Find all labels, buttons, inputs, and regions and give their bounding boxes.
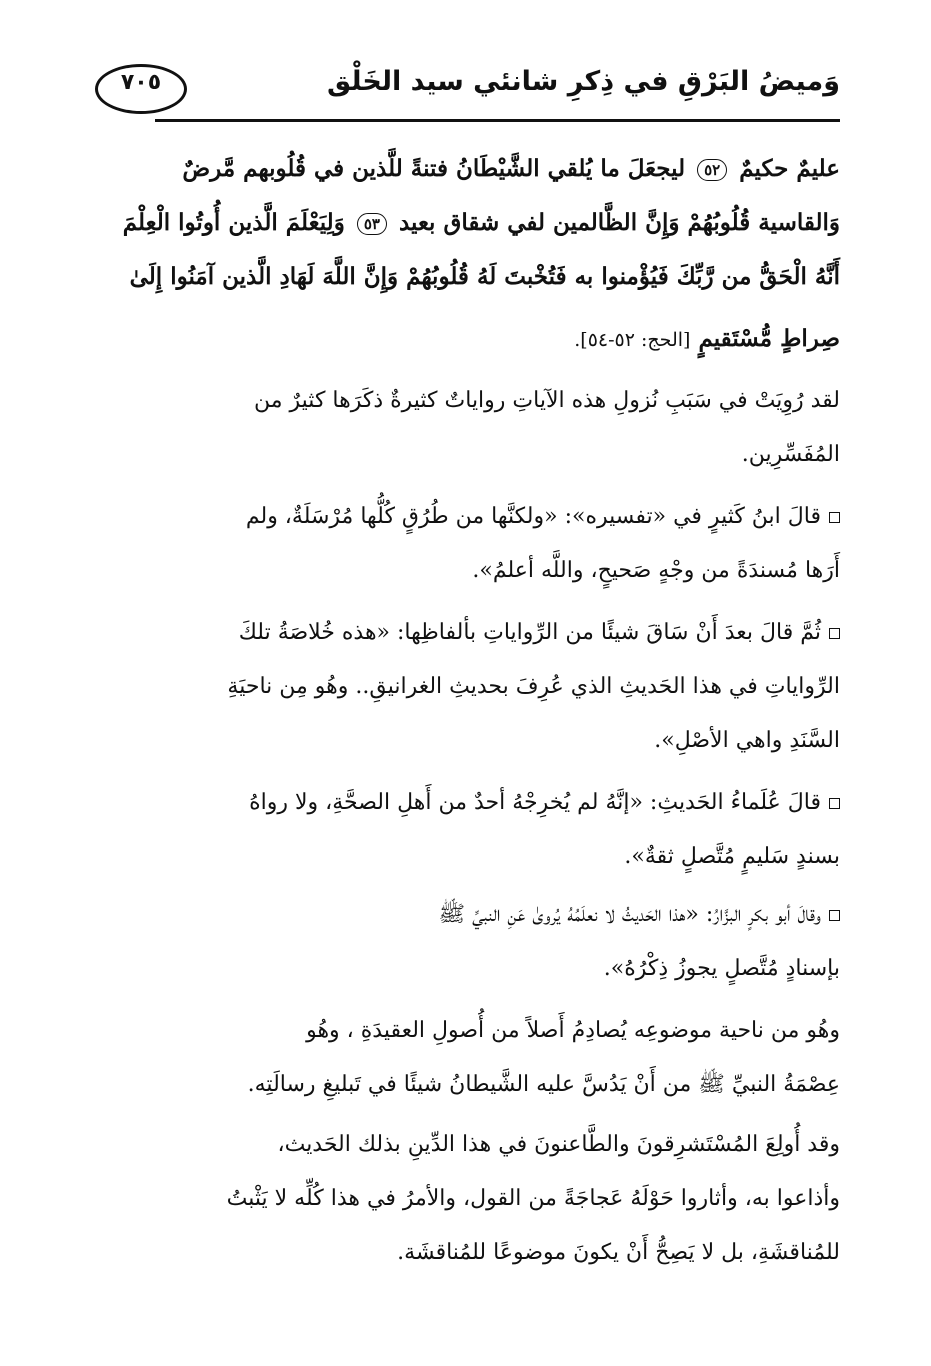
- paragraph-7-line-1: وقد أُولِعَ المُسْتَشرِقونَ والطَّاعنونَ في هذا الدِّينِ بذلك الحَديث،: [277, 1132, 840, 1157]
- square-bullet-icon: [829, 910, 840, 921]
- quran-text: ليجعَلَ ما يُلقي الشَّيْطَانُ فتنةً للَّذين في قُلُوبهم مَّرضٌ: [182, 155, 686, 182]
- quran-line-2: [123, 208, 840, 238]
- paragraph-5-line-1: [439, 900, 841, 930]
- paragraph-2-line-2: أَرَها مُسندَةً من وجْهٍ صَحيحٍ، واللَّه أعلمُ».: [472, 558, 840, 583]
- quran-reference: [الحج: ٥٢-٥٤].: [574, 329, 691, 351]
- paragraph-6-line-1: وهُو من ناحية موضوعِه يُصادِمُ أَصلاً من أُصولِ العقيدَةِ ، وهُو: [306, 1018, 840, 1043]
- paragraph-3-line-3: السَّنَدِ واهي الأصْلِ».: [654, 728, 840, 753]
- paragraph-6-line-2: عِصْمَةُ النبيِّ ﷺ من أَنْ يَدُسَّ عليه الشَّيطانُ شيئًا في تَبليغِ رسالَتِه.: [247, 1072, 840, 1097]
- paragraph-1-line-1: لقد رُوِيَتْ في سَبَبِ نُزولِ هذه الآياتِ رواياتٌ كثيرةٌ ذكَرَها كثيرٌ من: [254, 388, 840, 413]
- paragraph-7-line-2: وأذاعوا به، وأثاروا حَوْلَهُ عَجاجَةً من القول، والأمرُ في هذا كُلِّه لا يَثْبتُ: [226, 1186, 840, 1211]
- quran-line-3: أَنَّهُ الْحَقُّ من رَّبِّكَ فَيُؤْمنوا به فَتُخْبتَ لَهُ قُلُوبُهُمْ وَإِنَّ اللَّهَ لَهَادِ الَّذين آمَنُوا إِلَىٰ: [129, 263, 840, 290]
- paragraph-text: قالَ عُلَماءُ الحَديثِ: «إنَّهُ لم يُخرِجْهُ أحدٌ من أَهلِ الصحَّةِ، ولا رواهُ: [249, 790, 821, 815]
- header-rule: [155, 119, 840, 122]
- quran-text: صِراطٍ مُّسْتَقيمٍ: [698, 325, 840, 352]
- paragraph-4-line-1: [249, 788, 840, 818]
- quran-text: وَلِيَعْلَمَ الَّذين أُوتُوا الْعِلْمَ: [122, 209, 345, 236]
- paragraph-3-line-2: الرِّواياتِ في هذا الحَديثِ الذي عُرِفَ بحديثِ الغرانيقِ.. وهُو مِن ناحيَةِ: [227, 674, 840, 699]
- paragraph-7-line-3: للمُناقشَةِ، بل لا يَصِحُّ أَنْ يكونَ موضوعًا للمُناقشَة.: [397, 1240, 840, 1265]
- paragraph-5-line-2: بإسنادٍ مُتَّصلٍ يجوزُ ذِكْرُهُ».: [603, 956, 840, 981]
- quran-text: وَالقاسية قُلُوبُهُمْ وَإِنَّ الظَّالمين لفي شقاق بعيد: [398, 209, 840, 236]
- ayah-marker: ٥٢: [697, 159, 727, 181]
- ayah-marker: ٥٣: [357, 213, 387, 235]
- paragraph-1-line-2: المُفَسِّرِين.: [741, 442, 840, 467]
- quran-line-1: [182, 154, 840, 184]
- paragraph-3-line-1: [239, 618, 840, 648]
- square-bullet-icon: [829, 628, 840, 639]
- quran-line-4: [574, 324, 840, 355]
- square-bullet-icon: [829, 798, 840, 809]
- running-title: وَميضُ البَرْقِ في ذِكرِ شانئي سيد الخَلْق: [327, 66, 840, 97]
- paragraph-text: وقالَ أبو بكرٍ البزَّارُ: «هذا الحَديثُ لا نعلَمُهُ يُروىٰ عَنِ النبيِّ ﷺ: [438, 902, 821, 927]
- page-number: ٧٠٥: [120, 70, 162, 95]
- paragraph-4-line-2: بسندٍ سَليمٍ مُتَّصلٍ ثقةٌ».: [624, 844, 840, 869]
- paragraph-2-line-1: [246, 502, 840, 532]
- quran-text: عليمٌ حكيمٌ: [739, 155, 840, 182]
- paragraph-text: ثُمَّ قالَ بعدَ أَنْ سَاقَ شيئًا من الرِّواياتِ بألفاظِها: «هذه خُلاصَةُ تلكَ: [238, 620, 821, 645]
- page-header: [95, 62, 840, 122]
- square-bullet-icon: [829, 512, 840, 523]
- paragraph-text: قالَ ابنُ كَثيرٍ في «تفسيره»: «ولكنَّها من طُرُقٍ كُلُّها مُرْسَلَةٌ، ولم: [245, 504, 821, 529]
